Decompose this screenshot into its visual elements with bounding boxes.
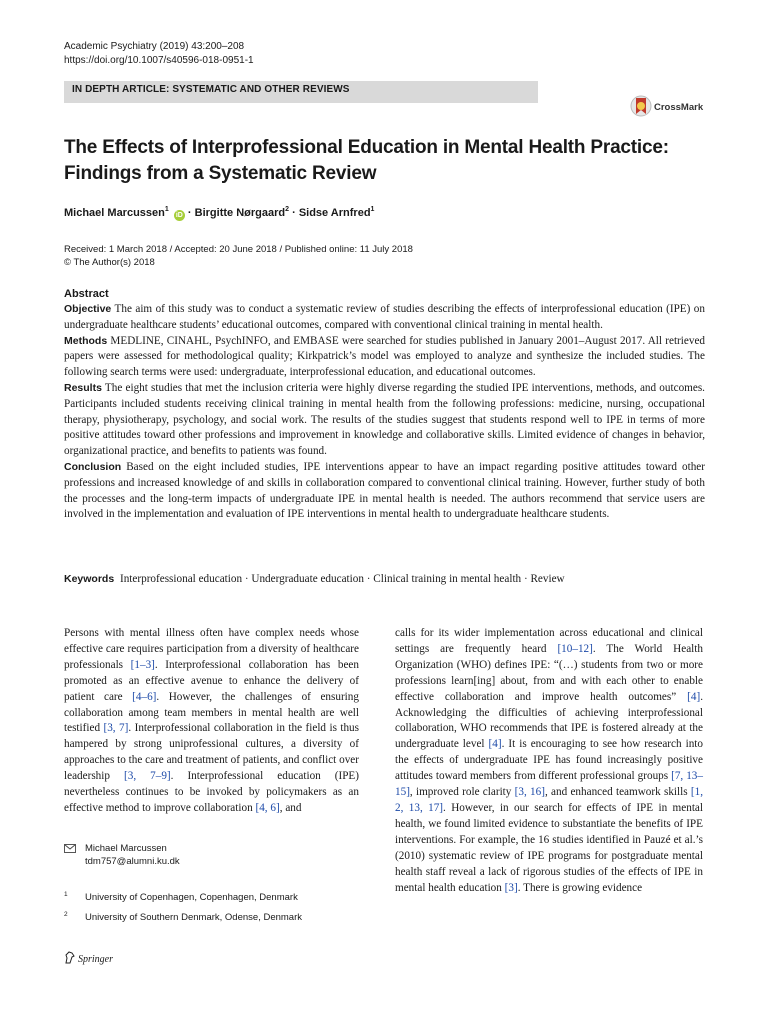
journal-citation: Academic Psychiatry (2019) 43:200–208 [64, 41, 245, 52]
abstract-text: The eight studies that met the inclusion criteria were highly diverse regarding the studied IPE interventions, methods, and outcomes. Participants included students receiving clinical training in mental health from the following professions: medicine, nursing, occupational therapy, physiotherapy, psychology, and social work. The results of the studies suggest that students respond well to IPE in terms of more positive attitudes toward other professions and improvement in knowledge and collaborative skills. Limited evidence of changes in behavior, organizational practice, and benefits to patients was found. [64, 381, 705, 458]
keywords-label: Keywords [64, 573, 115, 585]
dates-line: Received: 1 March 2018 / Accepted: 20 June 2018 / Published online: 11 July 2018 [64, 244, 413, 255]
abstract-conclusion [64, 460, 705, 523]
abstract-label: Methods [64, 334, 108, 347]
copyright-icon: © [64, 257, 71, 268]
body-text: , and [279, 801, 302, 814]
citation-link[interactable]: [3, 7] [103, 722, 129, 735]
publication-dates [64, 243, 413, 269]
body-text: . Interprofessional education (IPE) nevertheless continues to be invoked by policymakers as an effective method to improve collaboration [64, 770, 359, 814]
journal-header [64, 40, 254, 68]
abstract-objective [64, 302, 705, 334]
author-list [64, 202, 374, 221]
title-line: The Effects of Interprofessional Education in Mental Health Practice: [64, 137, 669, 158]
title-line: Findings from a Systematic Review [64, 163, 377, 184]
author-separator: · [187, 207, 195, 219]
article-type-banner: IN DEPTH ARTICLE: SYSTEMATIC AND OTHER REVIEWS [64, 81, 538, 103]
crossmark-button[interactable] [630, 94, 710, 122]
body-column-left [64, 626, 359, 817]
body-text: . It is encouraging to see how research into the effects of undergraduate IPE has found increasingly positive attitudes toward members from different professional groups [395, 738, 703, 783]
body-paragraph [64, 626, 359, 817]
affiliation-text: University of Copenhagen, Copenhagen, Denmark [85, 892, 298, 903]
citation-link[interactable]: [7, 13–15] [395, 770, 703, 799]
body-column-right [395, 626, 703, 896]
citation-link[interactable]: [4, 6] [255, 801, 280, 814]
body-text: . There is growing evidence [517, 881, 643, 894]
citation-link[interactable]: [4] [687, 690, 701, 703]
correspondence-name: Michael Marcussen [85, 843, 167, 854]
doi-link[interactable]: https://doi.org/10.1007/s40596-018-0951-1 [64, 55, 254, 66]
envelope-icon [64, 844, 76, 853]
correspondence-email[interactable]: tdm757@alumni.ku.dk [85, 856, 180, 867]
affiliation-text: University of Southern Denmark, Odense, Denmark [85, 912, 303, 923]
abstract-label: Conclusion [64, 460, 122, 473]
body-text: . However, in our search for effects of IPE in mental health, we found limited evidence to substantiate the benefits of IPE interventions. For example, the 16 studies identified in Pauzé et al.’s (2010) systematic review of IPE programs for postgraduate mental health staff reveal a lack of rigorous studies of the effects of IPE in mental health education [395, 801, 704, 894]
affiliation-item [64, 891, 354, 911]
abstract-label: Objective [64, 303, 112, 315]
publisher-logo [64, 951, 113, 968]
body-text: calls for its wider implementation across educational and clinical settings are frequently heard [395, 627, 703, 655]
abstract-methods [64, 334, 705, 381]
body-text: . Acknowledging the difficulties of achieving interprofessional collaboration, WHO recommends that IPE is fostered already at the undergraduate level [395, 690, 703, 751]
citation-link[interactable]: [3] [504, 881, 518, 894]
keywords-text: Interprofessional education · Undergraduate education · Clinical training in mental health · Review [119, 573, 565, 585]
affiliations [64, 891, 354, 931]
abstract-heading: Abstract [64, 288, 109, 300]
copyright-line [64, 256, 413, 269]
affiliation-number: 2 [64, 911, 68, 918]
author-name[interactable]: Birgitte Nørgaard [194, 207, 286, 219]
body-text: , improved role clarity [409, 786, 515, 799]
copyright-text: The Author(s) 2018 [73, 257, 155, 268]
citation-link[interactable]: [4–6] [132, 690, 157, 703]
abstract-text: Based on the eight included studies, IPE interventions appear to have an impact regarding positive attitudes toward other professions and increased knowledge of and skills in collaboration compared to conventional clinical training. However, further study of both the processes and the long-term impacts of undergraduate IPE in mental health is needed. The authors recommend that service users are involved in the implementation and evaluation of IPE interventions in mental health to undergraduate healthcare students. [64, 460, 705, 521]
article-title [64, 135, 704, 187]
author-affiliation-ref: 1 [370, 206, 375, 213]
springer-horse-icon [64, 951, 76, 964]
citation-link[interactable]: [1, 2, 13, 17] [395, 786, 703, 814]
body-text: . The World Health Organization (WHO) defines IPE: “(…) students from two or more professions learn[ing] about, from and with each other to enable effective collaboration and improve health outcomes” [395, 642, 703, 703]
publisher-name: Springer [78, 954, 113, 965]
abstract-label: Results [64, 381, 102, 394]
body-text: . However, the challenges of ensuring collaboration among team members in mental health are well testified [64, 690, 359, 735]
body-text: . Interprofessional collaboration in the field is thus hampered by strong uniprofessional cultures, a diversity of approaches to the care and treatment of patients, and conflict over leadership [64, 722, 360, 783]
citation-link[interactable]: [10–12] [557, 642, 593, 655]
body-text: . Interprofessional collaboration has been promoted as an effective avenue to enhance the delivery of patient care [64, 658, 359, 703]
citation-link[interactable]: [4] [488, 738, 502, 751]
citation-link[interactable]: [1–3] [130, 658, 155, 671]
author-affiliation-ref: 2 [285, 206, 290, 213]
body-paragraph [395, 626, 703, 896]
body-text: , and enhanced teamwork skills [544, 786, 691, 799]
citation-link[interactable]: [3, 7–9] [124, 770, 171, 783]
abstract-results [64, 381, 705, 460]
author-separator: · [292, 207, 299, 219]
affiliation-item [64, 911, 354, 931]
author-affiliation-ref: 1 [164, 206, 169, 213]
keywords [64, 573, 565, 585]
crossmark-icon [630, 94, 652, 120]
abstract [64, 287, 705, 523]
abstract-text: MEDLINE, CINAHL, PsychINFO, and EMBASE were searched for studies published in January 2001–August 2017. All retrieved papers were assessed for methodological quality; Kirkpatrick’s model was employed to analyze and synthesize the included studies. The following search terms were used: undergraduate, interprofessional education, and educational outcomes. [64, 334, 706, 379]
crossmark-label: CrossMark [654, 102, 704, 113]
citation-link[interactable]: [3, 16] [514, 786, 545, 799]
body-text: Persons with mental illness often have complex needs whose effective care requires participation from a diversity of healthcare professionals [64, 627, 359, 671]
affiliation-number: 1 [64, 891, 68, 898]
author-name[interactable]: Sidse Arnfred [298, 207, 371, 219]
orcid-icon[interactable]: iD [175, 212, 183, 219]
abstract-text: The aim of this study was to conduct a systematic review of studies describing the effects of interprofessional education (IPE) on undergraduate healthcare students’ educational outcomes, compared with conventional clinical training in mental health. [64, 303, 705, 331]
author-name[interactable]: Michael Marcussen [64, 207, 165, 219]
